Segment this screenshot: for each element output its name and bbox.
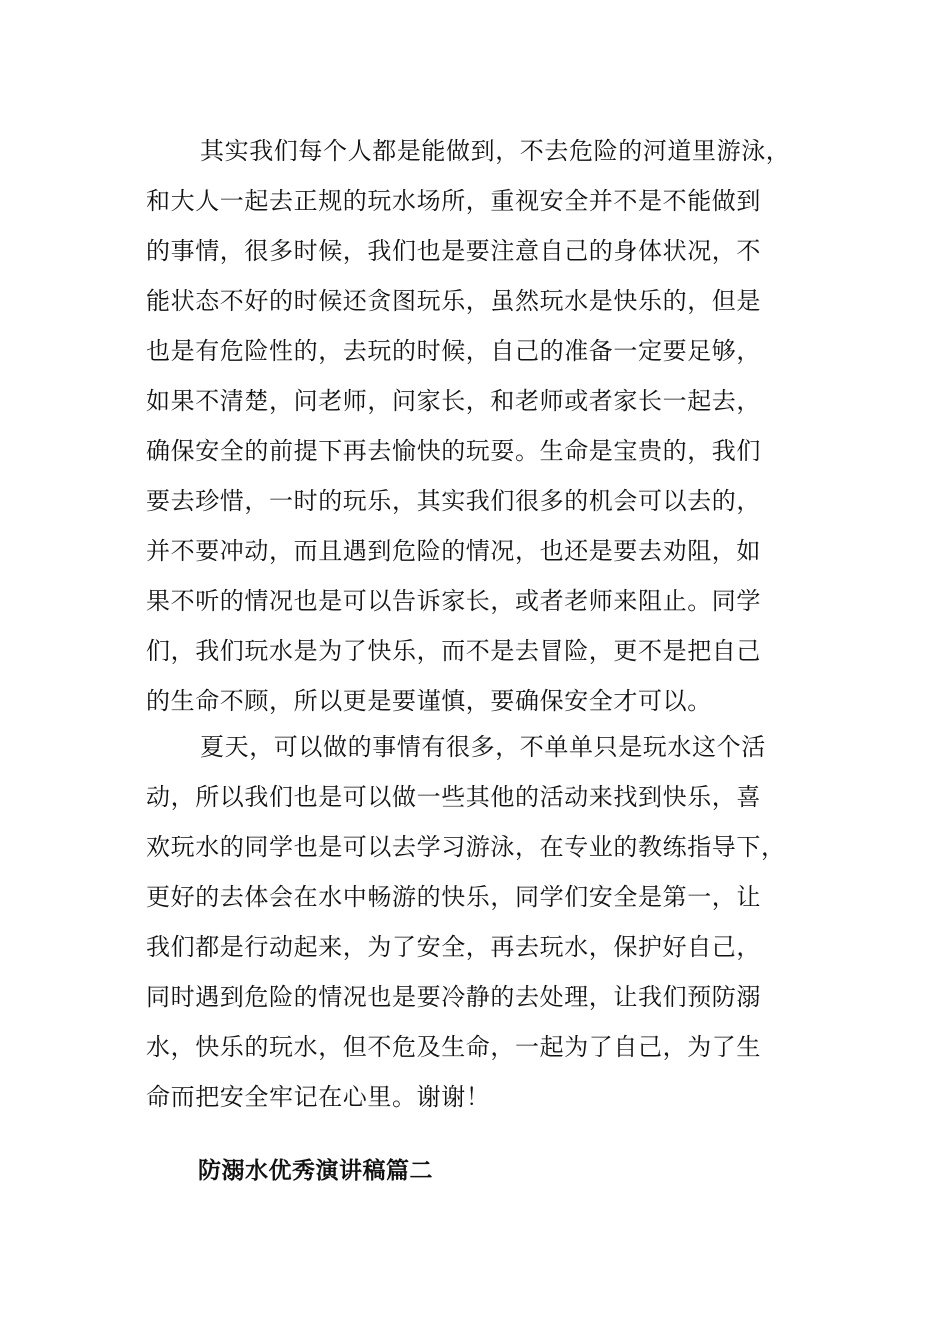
body-paragraph-2 <box>146 722 806 1122</box>
text-line: 的生命不顾，所以更是要谨慎，要确保安全才可以。 <box>146 687 712 715</box>
text-line: 欢玩水的同学也是可以去学习游泳，在专业的教练指导下， <box>146 833 786 861</box>
text-line: 如果不清楚，问老师，问家长，和老师或者家长一起去， <box>146 387 761 415</box>
body-paragraph-1 <box>146 126 806 726</box>
text-line: 和大人一起去正规的玩水场所，重视安全并不是不能做到 <box>146 187 761 215</box>
text-line: 动，所以我们也是可以做一些其他的活动来找到快乐，喜 <box>146 783 761 811</box>
text-line: 水，快乐的玩水，但不危及生命，一起为了自己，为了生 <box>146 1033 761 1061</box>
text-line: 果不听的情况也是可以告诉家长，或者老师来阻止。同学 <box>146 587 761 615</box>
text-line: 同时遇到危险的情况也是要冷静的去处理，让我们预防溺 <box>146 983 761 1011</box>
text-line: 其实我们每个人都是能做到，不去危险的河道里游泳， <box>200 137 791 165</box>
text-line: 夏天，可以做的事情有很多，不单单只是玩水这个活 <box>200 733 766 761</box>
text-line: 要去珍惜，一时的玩乐，其实我们很多的机会可以去的， <box>146 487 761 515</box>
text-line: 也是有危险性的，去玩的时候，自己的准备一定要足够， <box>146 337 761 365</box>
section-heading: 防溺水优秀演讲稿篇二 <box>198 1157 433 1184</box>
text-line: 更好的去体会在水中畅游的快乐，同学们安全是第一，让 <box>146 883 761 911</box>
text-line: 确保安全的前提下再去愉快的玩耍。生命是宝贵的，我们 <box>146 437 761 465</box>
text-line: 的事情，很多时候，我们也是要注意自己的身体状况，不 <box>146 237 761 265</box>
text-line: 能状态不好的时候还贪图玩乐，虽然玩水是快乐的，但是 <box>146 287 761 315</box>
text-line: 们，我们玩水是为了快乐，而不是去冒险，更不是把自己 <box>146 637 761 665</box>
text-line: 命而把安全牢记在心里。谢谢！ <box>146 1083 491 1111</box>
text-line: 并不要冲动，而且遇到危险的情况，也还是要去劝阻，如 <box>146 537 761 565</box>
text-line: 我们都是行动起来，为了安全，再去玩水，保护好自己， <box>146 933 761 961</box>
